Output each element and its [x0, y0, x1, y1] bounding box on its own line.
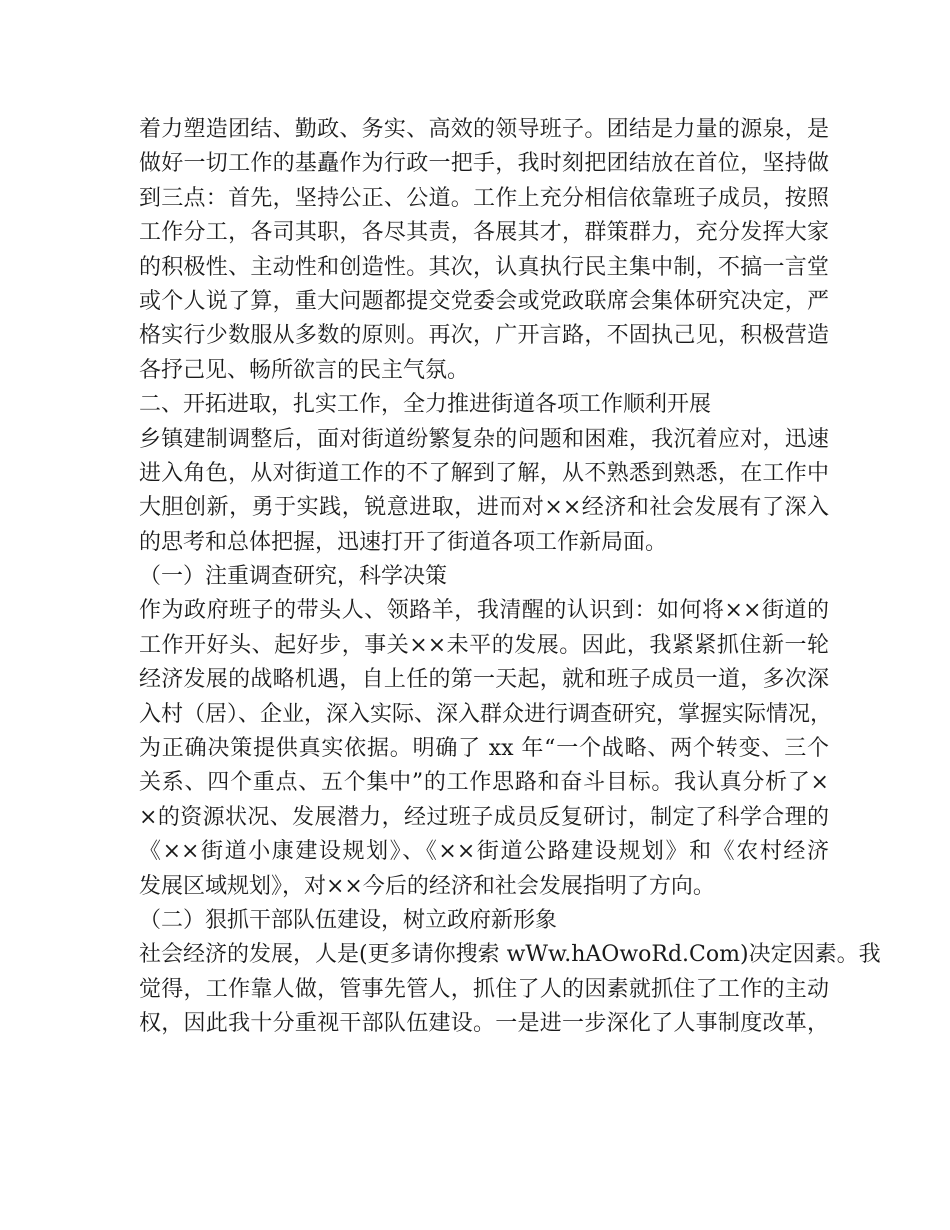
text-line: 做好一切工作的基矗作为行政一把手，我时刻把团结放在首位，坚持做 [139, 151, 829, 177]
text-line: 进入角色，从对街道工作的不了解到了解，从不熟悉到熟悉，在工作中 [139, 460, 829, 486]
text-line: 乡镇建制调整后，面对街道纷繁复杂的问题和困难，我沉着应对，迅速 [139, 426, 829, 452]
text-line: 为正确决策提供真实依据。明确了 xx 年“一个战略、两个转变、三个 [139, 736, 829, 762]
text-line: 到三点：首先，坚持公正、公道。工作上充分相信依靠班子成员，按照 [139, 185, 829, 211]
text-line: 或个人说了算，重大问题都提交党委会或党政联席会集体研究决定，严 [139, 288, 829, 314]
text-line: 各抒己见、畅所欲言的民主气氛。 [139, 357, 470, 383]
section-heading: 二、开拓进取，扎实工作，全力推进街道各项工作顺利开展 [139, 392, 712, 418]
section-heading: （一）注重调查研究，科学决策 [139, 564, 448, 590]
text-line: 大胆创新，勇于实践，锐意进取，进而对××经济和社会发展有了深入 [139, 495, 829, 521]
section-heading: （二）狠抓干部队伍建设，树立政府新形象 [139, 907, 558, 933]
text-line: 社会经济的发展，人是(更多请你搜索 wWw.hAOwoRd.Com)决定因素。我 [139, 942, 881, 968]
text-line: 发展区域规划》，对××今后的经济和社会发展指明了方向。 [139, 873, 715, 899]
text-line: 入村（居）、企业，深入实际、深入群众进行调查研究，掌握实际情况， [139, 701, 833, 727]
document-body [139, 113, 881, 1042]
text-line: 《××街道小康建设规划》、《××街道公路建设规划》和《农村经济 [139, 839, 829, 865]
text-line: 权，因此我十分重视干部队伍建设。一是进一步深化了人事制度改革， [139, 1011, 829, 1037]
text-line: 着力塑造团结、勤政、务实、高效的领导班子。团结是力量的源泉，是 [139, 117, 829, 142]
text-line: ×的资源状况、发展潜力，经过班子成员反复研讨，制定了科学合理的 [139, 804, 829, 830]
text-line: 的思考和总体把握，迅速打开了街道各项工作新局面。 [139, 529, 668, 555]
text-line: 工作分工，各司其职，各尽其责，各展其才，群策群力，充分发挥大家 [139, 220, 829, 246]
text-line: 工作开好头、起好步，事关××未平的发展。因此，我紧紧抓住新一轮 [139, 632, 829, 658]
text-line: 格实行少数服从多数的原则。再次，广开言路，不固执己见，积极营造 [139, 323, 829, 349]
text-line: 经济发展的战略机遇，自上任的第一天起，就和班子成员一道，多次深 [139, 667, 829, 693]
text-line: 觉得，工作靠人做，管事先管人，抓住了人的因素就抓住了工作的主动 [139, 976, 829, 1002]
text-line: 关系、四个重点、五个集中”的工作思路和奋斗目标。我认真分析了× [139, 770, 829, 796]
text-line: 的积极性、主动性和创造性。其次，认真执行民主集中制，不搞一言堂 [139, 254, 829, 280]
text-line: 作为政府班子的带头人、领路羊，我清醒的认识到：如何将××街道的 [139, 598, 829, 624]
